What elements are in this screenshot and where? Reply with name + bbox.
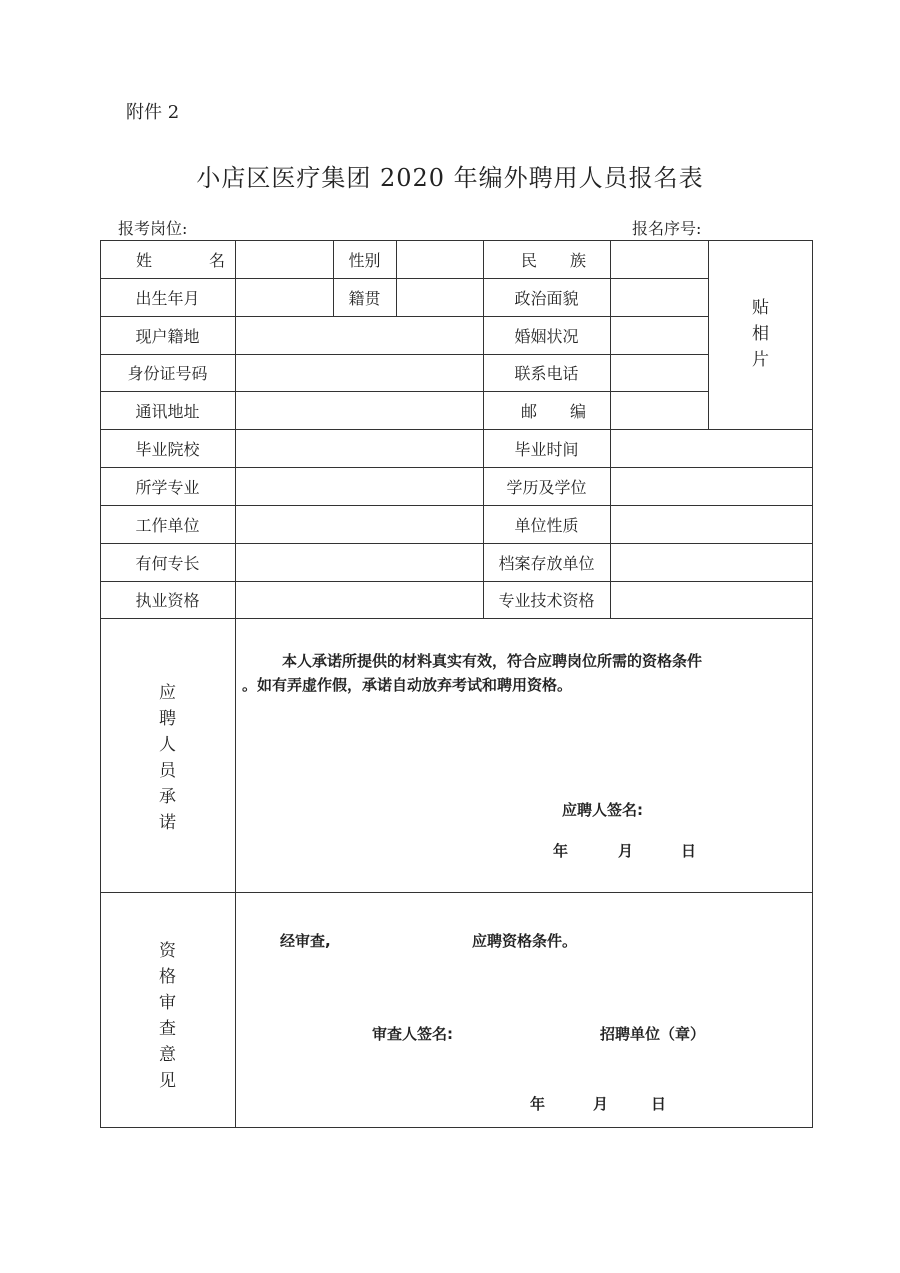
- label-birth: 出生年月: [135, 288, 200, 308]
- native-place-field[interactable]: [397, 278, 483, 316]
- birth-field[interactable]: [236, 278, 333, 316]
- label-name: 姓 名: [135, 250, 252, 270]
- row-line: [100, 892, 812, 893]
- side-char: 格: [159, 967, 176, 987]
- review-date-day: 日: [651, 1095, 667, 1113]
- label-postcode: 邮 编: [520, 401, 601, 421]
- photo-char: 贴: [752, 298, 769, 318]
- label-specialty: 有何专长: [135, 553, 200, 573]
- table-border-right: [812, 240, 813, 1128]
- political-status-field[interactable]: [611, 278, 708, 316]
- label-employer-type: 单位性质: [514, 515, 579, 535]
- reviewer-signature-label: 审查人签名:: [372, 1025, 453, 1043]
- gender-field[interactable]: [397, 240, 483, 278]
- side-char: 资: [159, 941, 176, 961]
- address-field[interactable]: [236, 391, 483, 429]
- marital-status-field[interactable]: [611, 316, 708, 354]
- side-char: 聘: [159, 709, 176, 729]
- photo-char: 相: [752, 324, 769, 344]
- label-archive-unit: 档案存放单位: [498, 553, 595, 573]
- license-field[interactable]: [236, 581, 483, 618]
- position-label: 报考岗位:: [118, 219, 188, 238]
- page-title: 小店区医疗集团 2020 年编外聘用人员报名表: [196, 164, 704, 192]
- school-field[interactable]: [236, 429, 483, 467]
- side-char: 见: [159, 1071, 176, 1091]
- side-char: 诺: [159, 813, 176, 833]
- commitment-side-label: [100, 680, 235, 836]
- phone-field[interactable]: [611, 354, 708, 391]
- review-date-year: 年: [530, 1095, 546, 1113]
- label-school: 毕业院校: [135, 439, 200, 459]
- commitment-text-line2: 。如有弄虚作假，承诺自动放弃考试和聘用资格。: [242, 676, 573, 694]
- commitment-date-month: 月: [618, 842, 634, 860]
- ethnicity-field[interactable]: [611, 240, 708, 278]
- side-char: 查: [159, 1019, 176, 1039]
- specialty-field[interactable]: [236, 543, 483, 581]
- label-employer: 工作单位: [135, 515, 200, 535]
- review-date-month: 月: [593, 1095, 609, 1113]
- postcode-field[interactable]: [611, 391, 708, 429]
- id-number-field[interactable]: [236, 354, 483, 391]
- label-native-place: 籍贯: [348, 288, 381, 308]
- residence-field[interactable]: [236, 316, 483, 354]
- applicant-signature-label: 应聘人签名:: [562, 801, 643, 819]
- review-prefix: 经审查,: [280, 932, 331, 950]
- label-marital-status: 婚姻状况: [514, 326, 579, 346]
- side-char: 员: [159, 761, 176, 781]
- label-address: 通讯地址: [135, 401, 200, 421]
- degree-field[interactable]: [611, 467, 812, 505]
- review-side-label: [100, 938, 235, 1094]
- employer-type-field[interactable]: [611, 505, 812, 543]
- side-char: 应: [159, 683, 176, 703]
- serial-label: 报名序号:: [632, 219, 702, 238]
- label-residence: 现户籍地: [135, 326, 200, 346]
- side-char: 人: [159, 735, 176, 755]
- commitment-text-line1: 本人承诺所提供的材料真实有效，符合应聘岗位所需的资格条件: [282, 652, 703, 670]
- grad-time-field[interactable]: [611, 429, 812, 467]
- label-tech-qual: 专业技术资格: [498, 591, 595, 610]
- label-major: 所学专业: [135, 477, 200, 497]
- label-id-number: 身份证号码: [127, 364, 208, 383]
- employer-seal-label: 招聘单位（章）: [600, 1025, 706, 1043]
- row-line: [100, 618, 812, 619]
- side-char: 意: [159, 1045, 176, 1065]
- label-phone: 联系电话: [514, 364, 579, 383]
- label-political-status: 政治面貌: [514, 288, 579, 308]
- review-condition-suffix: 应聘资格条件。: [472, 932, 578, 950]
- label-gender: 性别: [348, 250, 381, 270]
- major-field[interactable]: [236, 467, 483, 505]
- table-border-bottom: [100, 1127, 812, 1128]
- tech-qual-field[interactable]: [611, 581, 812, 618]
- archive-unit-field[interactable]: [611, 543, 812, 581]
- name-field[interactable]: [236, 240, 333, 278]
- attachment-label: 附件 2: [126, 102, 180, 123]
- commitment-date-day: 日: [681, 842, 697, 860]
- photo-char: 片: [752, 350, 769, 370]
- label-degree: 学历及学位: [506, 477, 587, 497]
- side-char: 承: [159, 787, 176, 807]
- commitment-date-year: 年: [553, 842, 569, 860]
- label-ethnicity: 民 族: [520, 250, 601, 270]
- photo-placeholder[interactable]: [709, 295, 812, 373]
- employer-field[interactable]: [236, 505, 483, 543]
- label-grad-time: 毕业时间: [514, 439, 579, 459]
- label-license: 执业资格: [135, 591, 200, 610]
- side-char: 审: [159, 993, 176, 1013]
